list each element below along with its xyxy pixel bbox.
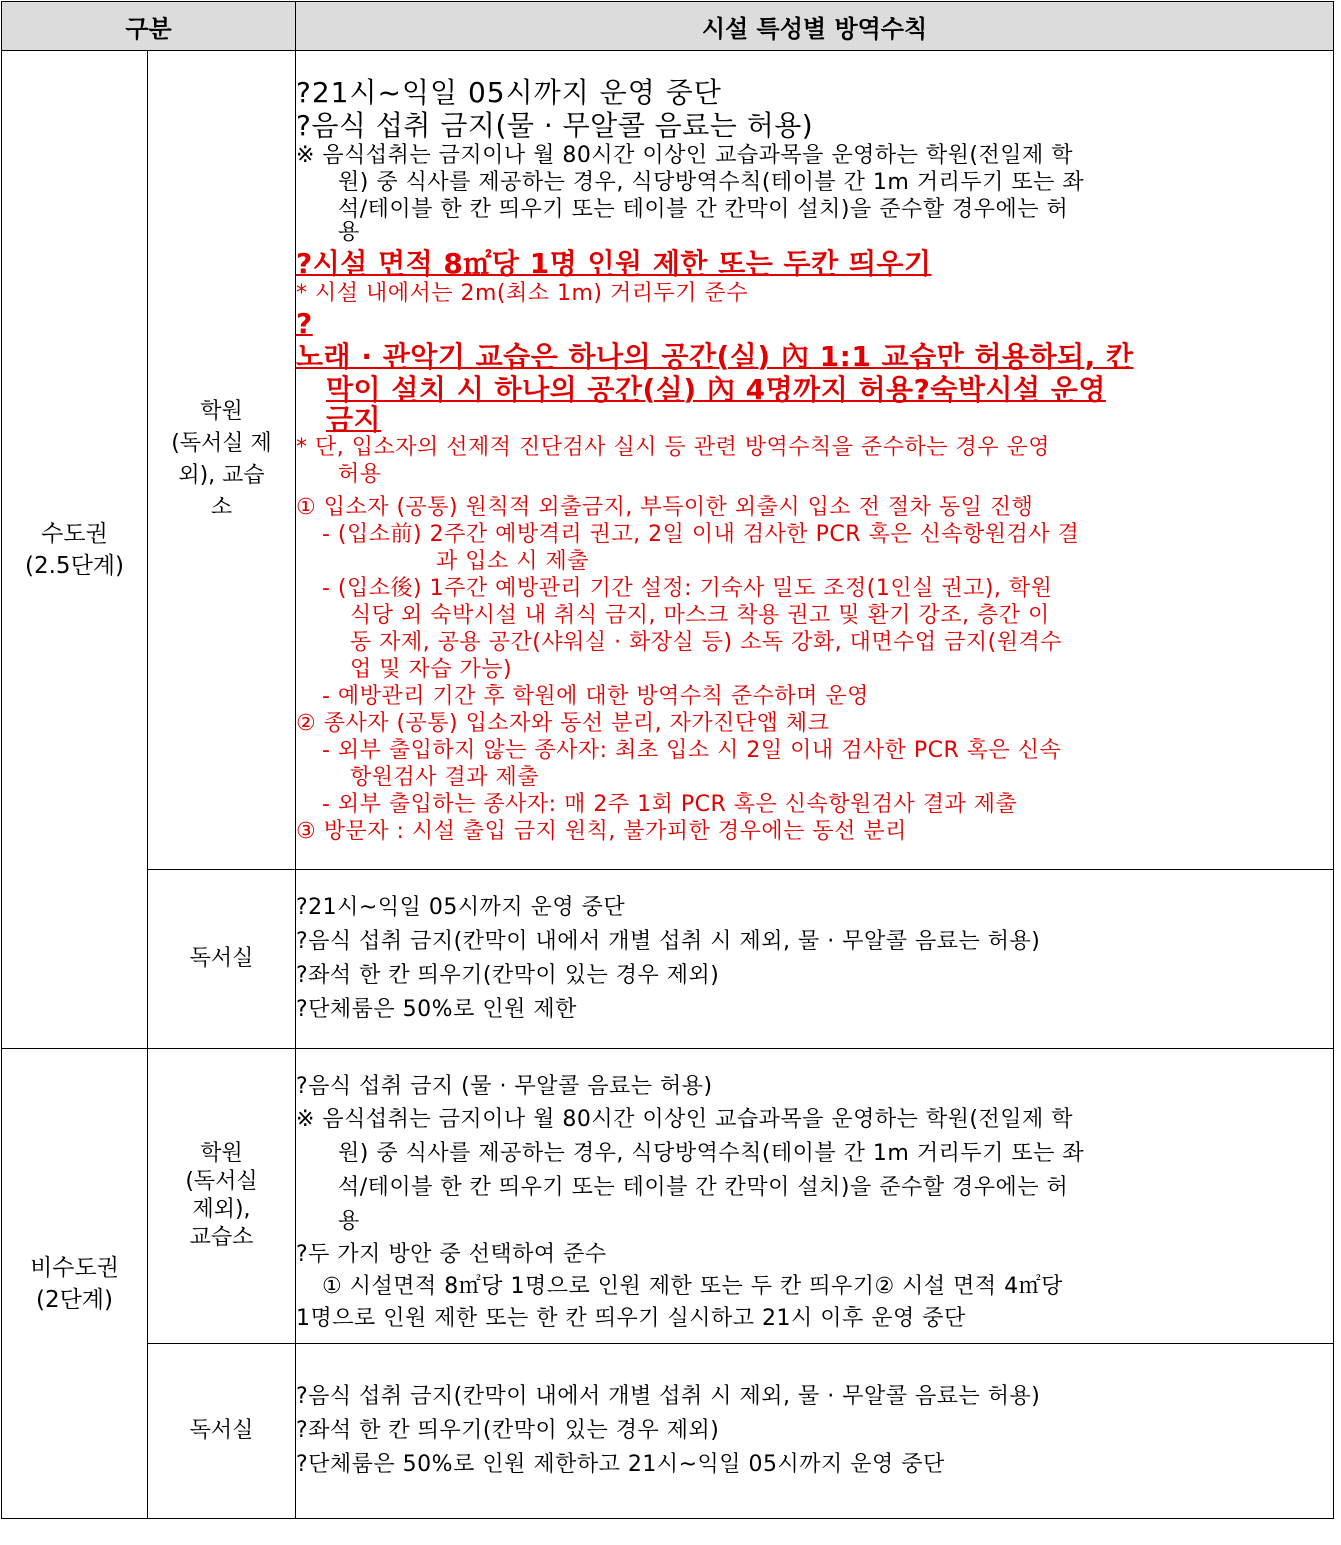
- rule-line: ?음식 섭취 금지(칸막이 내에서 개별 섭취 시 제외, 물 · 무알콜 음료는 허용): [296, 1384, 1041, 1409]
- capital-reading-room-row: [2, 870, 1334, 1049]
- facility-line: 소: [210, 495, 233, 520]
- facility-line: 제외),: [192, 1197, 251, 1222]
- rule-line: 석/테이블 한 칸 띄우기 또는 테이블 간 칸막이 설치)을 준수할 경우에는 허: [338, 196, 1069, 222]
- facility-line: 학원: [200, 399, 243, 424]
- region-level: (2단계): [35, 1286, 113, 1313]
- rule-line: - (입소前) 2주간 예방격리 권고, 2일 이내 검사한 PCR 혹은 신속항원검사 결: [322, 521, 1080, 547]
- rule-line: 원) 중 식사를 제공하는 경우, 식당방역수칙(테이블 간 1m 거리두기 또는 좌: [338, 1141, 1085, 1166]
- rule-line: 식당 외 숙박시설 내 취식 금지, 마스크 착용 권고 및 환기 강조, 층간 이: [350, 602, 1050, 628]
- rule-line: 용: [338, 1209, 360, 1234]
- rule-line: 석/테이블 한 칸 띄우기 또는 테이블 간 칸막이 설치)을 준수할 경우에는 허: [338, 1175, 1069, 1200]
- rule-line: ③ 방문자 : 시설 출입 금지 원칙, 불가피한 경우에는 동선 분리: [296, 818, 907, 844]
- capital-academy-rules: [296, 51, 1334, 870]
- rule-line: ?21시~익일 05시까지 운영 중단: [296, 895, 626, 920]
- rule-line: 과 입소 시 제출: [436, 548, 589, 574]
- rule-line: 항원검사 결과 제출: [350, 764, 540, 790]
- rule-line: ?단체룸은 50%로 인원 제한: [296, 997, 577, 1022]
- rule-line: ① 입소자 (공통) 원칙적 외출금지, 부득이한 외출시 입소 전 절차 동일 진행: [296, 494, 1034, 520]
- region-capital: [2, 51, 148, 1049]
- rule-line: ※ 음식섭취는 금지이나 월 80시간 이상인 교습과목을 운영하는 학원(전일제 학: [296, 142, 1074, 168]
- rule-line: 허용: [338, 461, 382, 487]
- rule-line: * 시설 내에서는 2m(최소 1m) 거리두기 준수: [296, 280, 749, 306]
- rule-line: 동 자제, 공용 공간(샤워실 · 화장실 등) 소독 강화, 대면수업 금지(원격수: [350, 629, 1062, 655]
- rule-line-highlight: ?시설 면적 8㎡당 1명 인원 제한 또는 두칸 띄우기: [296, 246, 932, 280]
- header-row: [2, 2, 1334, 51]
- capital-reading-room-rules: [296, 870, 1334, 1049]
- facility-line: 교습소: [189, 1225, 254, 1250]
- facility-line: (독서실 제: [171, 431, 272, 456]
- region-level: (2.5단계): [25, 552, 124, 579]
- non-capital-academy-row: [2, 1049, 1334, 1344]
- facility-academy: [148, 51, 296, 870]
- rule-line: 업 및 자습 가능): [350, 656, 513, 682]
- region-name: 비수도권: [30, 1254, 119, 1281]
- rule-line: ?단체룸은 50%로 인원 제한하고 21시~익일 05시까지 운영 중단: [296, 1452, 945, 1477]
- region-name: 수도권: [41, 520, 108, 547]
- non-capital-reading-room-row: [2, 1344, 1334, 1519]
- non-capital-reading-room-rules: [296, 1344, 1334, 1519]
- header-rules: 시설 특성별 방역수칙: [296, 2, 1334, 51]
- rule-line: 원) 중 식사를 제공하는 경우, 식당방역수칙(테이블 간 1m 거리두기 또는 좌: [338, 169, 1085, 195]
- region-non-capital: [2, 1049, 148, 1519]
- rule-line: ?두 가지 방안 중 선택하여 준수: [296, 1242, 607, 1267]
- facility-academy: [148, 1049, 296, 1344]
- rule-line: - 예방관리 기간 후 학원에 대한 방역수칙 준수하며 운영: [322, 683, 869, 709]
- facility-line: 외), 교습: [178, 463, 265, 488]
- rule-line: ?음식 섭취 금지(칸막이 내에서 개별 섭취 시 제외, 물 · 무알콜 음료는 허용): [296, 929, 1041, 954]
- facility-line: (독서실: [185, 1169, 258, 1194]
- rule-line-highlight: 노래 · 관악기 교습은 하나의 공간(실) 內 1:1 교습만 허용하되, 칸: [296, 339, 1134, 373]
- rule-line: ?21시~익일 05시까지 운영 중단: [296, 75, 722, 109]
- rule-line: * 단, 입소자의 선제적 진단검사 실시 등 관련 방역수칙을 준수하는 경우 운영: [296, 434, 1050, 460]
- rule-line: - 외부 출입하는 종사자: 매 2주 1회 PCR 혹은 신속항원검사 결과 제출: [322, 791, 1018, 817]
- non-capital-academy-rules: [296, 1049, 1334, 1344]
- rule-line: 1명으로 인원 제한 또는 한 칸 띄우기 실시하고 21시 이후 운영 중단: [296, 1306, 966, 1331]
- rule-line-highlight: 막이 설치 시 하나의 공간(실) 內 4명까지 허용?숙박시설 운영: [326, 372, 1106, 406]
- rule-line: ② 종사자 (공통) 입소자와 동선 분리, 자가진단앱 체크: [296, 710, 830, 736]
- rule-line: 용: [338, 219, 360, 245]
- rule-line: ?음식 섭취 금지(물 · 무알콜 음료는 허용): [296, 108, 814, 142]
- rule-line: ?좌석 한 칸 띄우기(칸막이 있는 경우 제외): [296, 963, 720, 988]
- rule-line: ?좌석 한 칸 띄우기(칸막이 있는 경우 제외): [296, 1418, 720, 1443]
- rule-line-highlight: ?: [296, 306, 313, 340]
- facility-reading-room: 독서실: [148, 1344, 296, 1519]
- rule-line-highlight: 금지: [326, 402, 382, 436]
- facility-reading-room: 독서실: [148, 870, 296, 1049]
- capital-academy-row: [2, 51, 1334, 870]
- rule-line: - (입소後) 1주간 예방관리 기간 설정: 기숙사 밀도 조정(1인실 권고), 학원: [322, 575, 1053, 601]
- rule-line: ※ 음식섭취는 금지이나 월 80시간 이상인 교습과목을 운영하는 학원(전일제 학: [296, 1107, 1074, 1132]
- rule-line: - 외부 출입하지 않는 종사자: 최초 입소 시 2일 이내 검사한 PCR 혹은 신속: [322, 737, 1062, 763]
- header-category: 구분: [2, 2, 296, 51]
- quarantine-rules-table: [1, 1, 1334, 1519]
- rule-line: ① 시설면적 8㎡당 1명으로 인원 제한 또는 두 칸 띄우기② 시설 면적 4㎡당: [322, 1274, 1063, 1299]
- facility-line: 학원: [200, 1141, 243, 1166]
- rule-line: ?음식 섭취 금지 (물 · 무알콜 음료는 허용): [296, 1074, 713, 1099]
